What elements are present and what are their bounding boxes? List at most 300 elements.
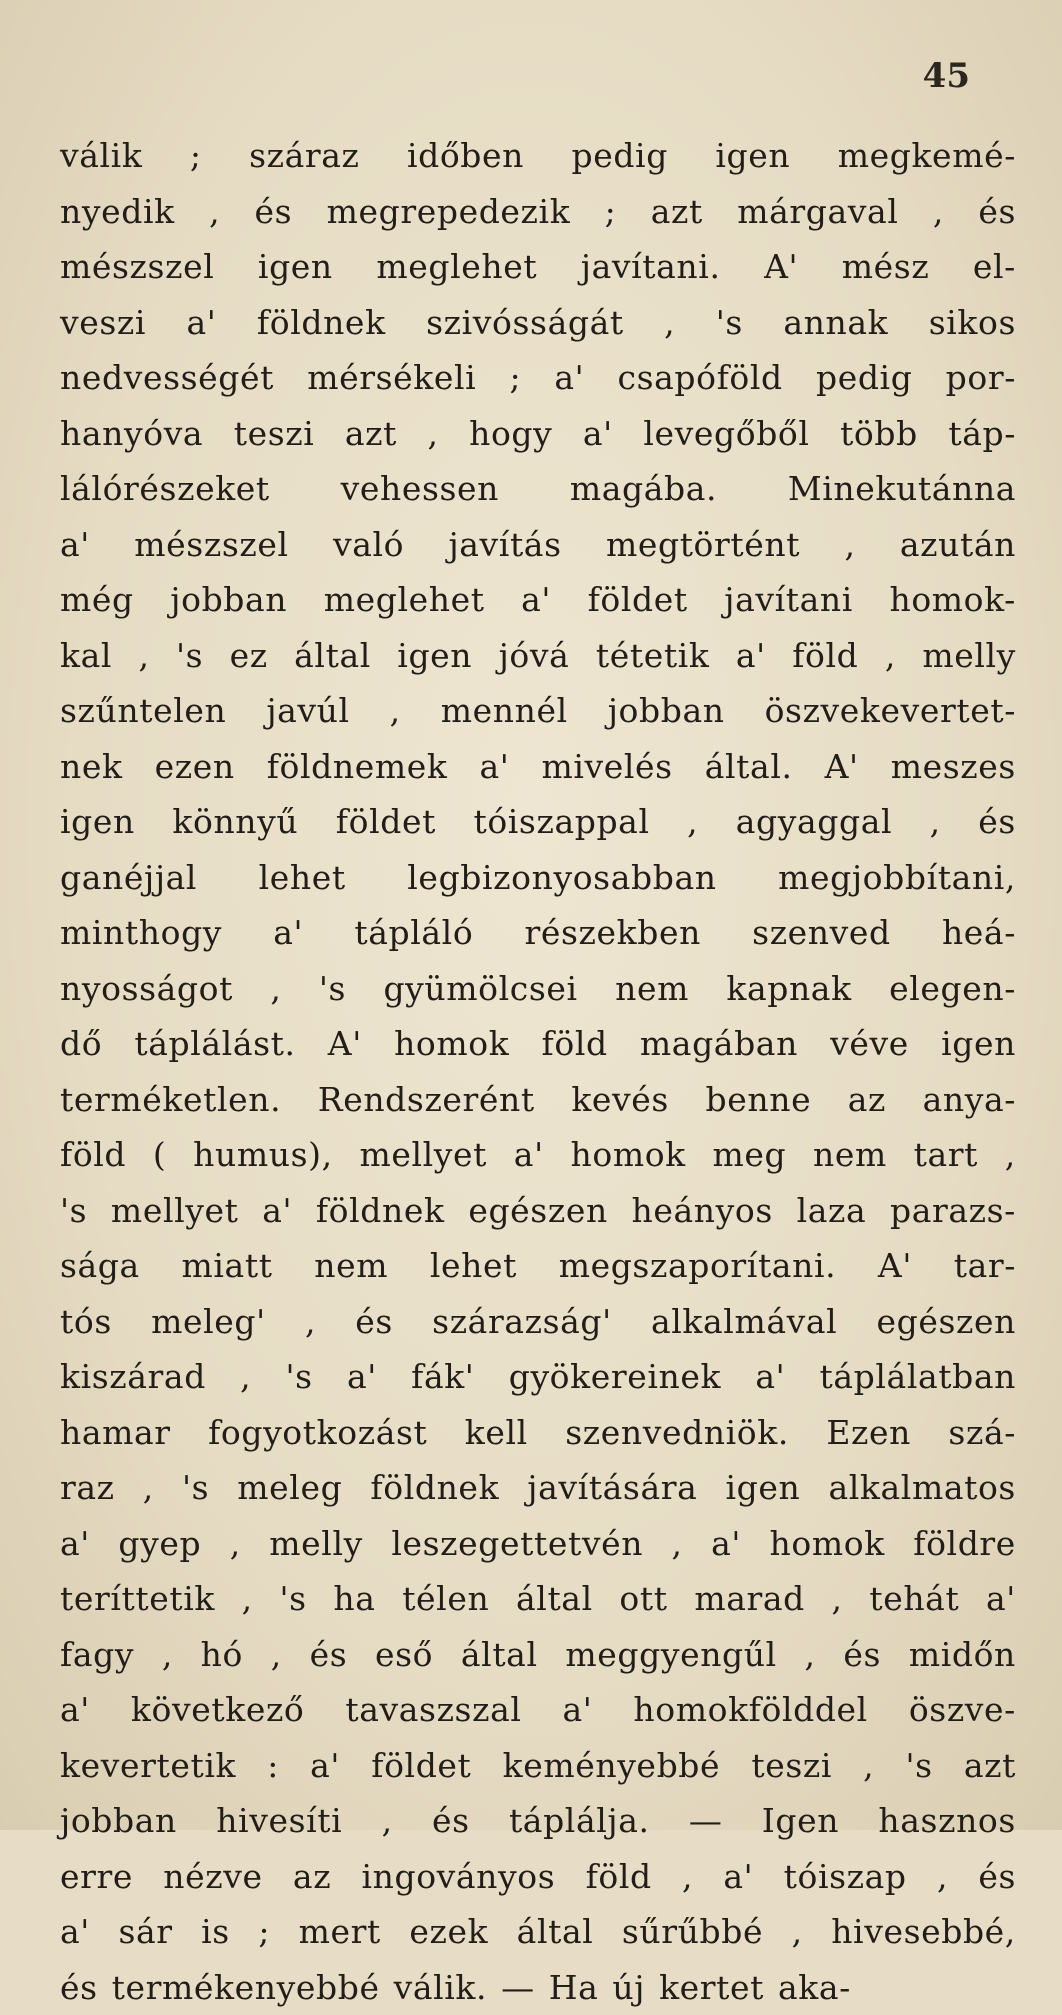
word: kiszárad <box>60 1349 206 1405</box>
word: szá- <box>948 1405 1016 1461</box>
word: és <box>310 1627 348 1683</box>
word: , <box>933 184 944 240</box>
word: és <box>843 1627 881 1683</box>
word: több <box>840 406 918 462</box>
word: por- <box>946 350 1016 406</box>
word: elegen- <box>889 961 1016 1017</box>
word: keményebbé <box>503 1738 721 1794</box>
word: 's <box>279 1571 306 1627</box>
word: hivesíti <box>216 1793 342 1849</box>
word: következő <box>131 1682 304 1738</box>
word: igen <box>60 794 135 850</box>
word: csapóföld <box>618 350 783 406</box>
word: , <box>682 1849 693 1905</box>
text-line <box>60 1516 1016 1572</box>
word: tós <box>60 1294 112 1350</box>
word: parazs- <box>890 1183 1016 1239</box>
word: javúl <box>266 683 349 739</box>
word: nyedik <box>60 184 175 240</box>
word: gyümölcsei <box>383 961 577 1017</box>
word: lehet <box>430 1238 517 1294</box>
word: levegőből <box>643 406 809 462</box>
word: mészszel <box>60 239 214 295</box>
word: , <box>930 794 941 850</box>
word: a' <box>583 406 613 462</box>
word: , <box>390 683 401 739</box>
word: meggyengűl <box>565 1627 776 1683</box>
word: , <box>844 517 855 573</box>
word: magában <box>640 1016 798 1072</box>
text-line <box>60 1127 1016 1183</box>
word: nyosságot <box>60 961 233 1017</box>
word: , <box>937 1849 948 1905</box>
word: tétetik <box>596 628 710 684</box>
word: a' <box>514 1127 544 1183</box>
word: által <box>294 628 371 684</box>
word: miatt <box>182 1238 273 1294</box>
word: a' <box>310 1738 340 1794</box>
word: teszi <box>234 406 315 462</box>
word: ganéjjal <box>60 850 197 906</box>
word: , <box>305 1294 316 1350</box>
word: anya- <box>923 1072 1016 1128</box>
word: a' <box>60 1904 90 1960</box>
word: véve <box>830 1016 909 1072</box>
word: és <box>978 1849 1016 1905</box>
word: tehát <box>869 1571 959 1627</box>
word: javítani <box>724 572 853 628</box>
word: , <box>270 961 281 1017</box>
word: és <box>432 1793 470 1849</box>
word: és <box>60 1960 98 2015</box>
word: hasznos <box>878 1793 1016 1849</box>
text-line <box>60 1294 1016 1350</box>
word: a' <box>562 1682 592 1738</box>
word: igen <box>941 1016 1016 1072</box>
word: nedvességét <box>60 350 274 406</box>
word: nem <box>314 1238 388 1294</box>
word: vehessen <box>341 461 499 517</box>
word: egészen <box>468 1183 608 1239</box>
word: és <box>255 184 293 240</box>
word: jobban <box>608 683 725 739</box>
word: homok <box>770 1516 885 1572</box>
word: Ha <box>549 1960 599 2015</box>
word: a' <box>187 295 217 351</box>
word: hó <box>201 1627 243 1683</box>
word: gyep <box>118 1516 201 1572</box>
word: heá- <box>942 905 1016 961</box>
word: azután <box>900 517 1016 573</box>
word: sikos <box>929 295 1016 351</box>
word: földre <box>913 1516 1016 1572</box>
word: homokfölddel <box>633 1682 867 1738</box>
word: raz <box>60 1460 115 1516</box>
word: lehet <box>259 850 346 906</box>
word: 's <box>60 1183 87 1239</box>
word: és <box>978 794 1016 850</box>
word: A' <box>328 1016 362 1072</box>
word: egészen <box>877 1294 1017 1350</box>
word: , <box>382 1793 393 1849</box>
word: magába. <box>570 461 717 517</box>
word: midőn <box>909 1627 1016 1683</box>
word: fák' <box>411 1349 474 1405</box>
word: leszegettetvén <box>391 1516 643 1572</box>
word: veszi <box>60 295 146 351</box>
page-number: 45 <box>923 56 970 96</box>
word: kapnak <box>726 961 851 1017</box>
word: javítani. <box>581 239 721 295</box>
word: a' <box>736 628 766 684</box>
text-line <box>60 239 1016 295</box>
word: termékenyebbé <box>112 1960 380 2015</box>
word: új <box>612 1960 645 2015</box>
word: száraz <box>249 128 359 184</box>
word: gyökereinek <box>509 1349 721 1405</box>
word: megtörtént <box>606 517 800 573</box>
word: nem <box>615 961 689 1017</box>
word: a' <box>60 1516 90 1572</box>
text-line <box>60 406 1016 462</box>
word: dő <box>60 1016 102 1072</box>
word: és <box>355 1294 393 1350</box>
word: hivesebbé, <box>831 1904 1016 1960</box>
word: , <box>209 184 220 240</box>
word: a' <box>60 1682 90 1738</box>
word: azt <box>651 184 703 240</box>
word: földnek <box>316 1183 445 1239</box>
word: javítás <box>448 517 561 573</box>
word: által <box>517 1904 594 1960</box>
word: — <box>689 1793 723 1849</box>
word: 's <box>182 1460 209 1516</box>
text-line <box>60 905 1016 961</box>
word: a' <box>521 572 551 628</box>
word: ha <box>333 1571 375 1627</box>
word: föld <box>542 1016 608 1072</box>
word: igen <box>397 628 472 684</box>
word: igen <box>715 128 790 184</box>
word: télen <box>402 1571 489 1627</box>
word: föld <box>586 1849 652 1905</box>
word: megszaporítani. <box>559 1238 837 1294</box>
word: a' <box>347 1349 377 1405</box>
text-line <box>60 461 1016 517</box>
word: kertet <box>659 1960 764 2015</box>
word: igen <box>258 239 333 295</box>
word: a' <box>554 350 584 406</box>
word: és <box>978 184 1016 240</box>
word: annak <box>783 295 888 351</box>
text-line <box>60 1793 1016 1849</box>
text-line <box>60 1682 1016 1738</box>
word: azt <box>345 406 397 462</box>
word: mert <box>299 1904 381 1960</box>
word: földnek <box>257 295 386 351</box>
word: nézve <box>163 1849 262 1905</box>
word: válik. <box>394 1960 488 2015</box>
word: mellyet <box>111 1183 239 1239</box>
word: meleg <box>237 1460 342 1516</box>
text-line <box>60 1349 1016 1405</box>
word: , <box>672 1516 683 1572</box>
word: által. <box>705 739 793 795</box>
word: 's <box>905 1738 932 1794</box>
text-line <box>60 1183 1016 1239</box>
word: föld <box>60 1127 126 1183</box>
word: tápláló <box>354 905 473 961</box>
word: szenved <box>752 905 891 961</box>
word: hogy <box>469 406 552 462</box>
text-line <box>60 683 1016 739</box>
word: földet <box>371 1738 471 1794</box>
word: könnyű <box>172 794 298 850</box>
word: , <box>832 1571 843 1627</box>
word: ; <box>605 184 617 240</box>
word: , <box>271 1627 282 1683</box>
word: terméketlen. <box>60 1072 281 1128</box>
word: táplálatban <box>820 1349 1016 1405</box>
word: pedig <box>816 350 912 406</box>
word: kevertetik <box>60 1738 236 1794</box>
word: humus), <box>193 1127 333 1183</box>
word: 's <box>319 961 346 1017</box>
word: laza <box>797 1183 867 1239</box>
word: tar- <box>954 1238 1016 1294</box>
word: A' <box>825 739 859 795</box>
word: homok- <box>889 572 1015 628</box>
word: ; <box>190 128 202 184</box>
text-line <box>60 1627 1016 1683</box>
word: javítására <box>527 1460 697 1516</box>
word: , <box>792 1904 803 1960</box>
word: ezek <box>409 1904 488 1960</box>
word: szenvedniök. <box>565 1405 789 1461</box>
word: meglehet <box>324 572 485 628</box>
word: által <box>461 1627 538 1683</box>
word: homok <box>571 1127 686 1183</box>
word: által <box>516 1571 593 1627</box>
word: ; <box>258 1904 270 1960</box>
text-line <box>60 128 1016 184</box>
word: táp- <box>948 406 1016 462</box>
word: kal <box>60 628 112 684</box>
text-line <box>60 1238 1016 1294</box>
text-line <box>60 628 1016 684</box>
word: , <box>240 1349 251 1405</box>
word: igen <box>726 1460 801 1516</box>
word: sár <box>118 1904 172 1960</box>
word: öszve- <box>909 1682 1016 1738</box>
text-line <box>60 572 1016 628</box>
word: , <box>664 295 675 351</box>
word: jobban <box>60 1793 177 1849</box>
word: melly <box>922 628 1016 684</box>
word: , <box>143 1460 154 1516</box>
word: melly <box>269 1516 363 1572</box>
word: nem <box>813 1127 887 1183</box>
word: ott <box>619 1571 667 1627</box>
text-line <box>60 1016 1016 1072</box>
word: mérsékeli <box>307 350 476 406</box>
word: való <box>333 517 404 573</box>
word: ez <box>230 628 268 684</box>
word: A' <box>764 239 798 295</box>
word: a' <box>723 1849 753 1905</box>
text-line <box>60 1405 1016 1461</box>
text-line <box>60 1960 1016 2015</box>
word: a' <box>262 1183 292 1239</box>
word: válik <box>60 128 142 184</box>
word: föld <box>792 628 858 684</box>
word: 's <box>176 628 203 684</box>
text-line <box>60 1904 1016 1960</box>
word: hanyóva <box>60 406 203 462</box>
word: fagy <box>60 1627 134 1683</box>
word: pedig <box>571 128 667 184</box>
word: tavaszszal <box>345 1682 521 1738</box>
word: teszi <box>751 1738 832 1794</box>
word: az <box>293 1849 331 1905</box>
word: hamar <box>60 1405 171 1461</box>
word: Igen <box>762 1793 839 1849</box>
word: homok <box>394 1016 509 1072</box>
body-text <box>60 128 1016 2015</box>
word: nek <box>60 739 123 795</box>
word: megkemé- <box>838 128 1016 184</box>
word: megrepedezik <box>327 184 571 240</box>
text-line <box>60 794 1016 850</box>
word: a' <box>60 517 90 573</box>
word: még <box>60 572 134 628</box>
word: kell <box>465 1405 528 1461</box>
word: kevés <box>571 1072 669 1128</box>
word: lálórészeket <box>60 461 270 517</box>
word: azt <box>964 1738 1016 1794</box>
word: sága <box>60 1238 140 1294</box>
word: meglehet <box>376 239 537 295</box>
text-line <box>60 350 1016 406</box>
word: minthogy <box>60 905 222 961</box>
word: el- <box>973 239 1016 295</box>
text-line <box>60 1072 1016 1128</box>
text-line <box>60 517 1016 573</box>
word: 's <box>716 295 743 351</box>
word: földnek <box>370 1460 499 1516</box>
word: heányos <box>632 1183 773 1239</box>
word: , <box>138 628 149 684</box>
word: meszes <box>891 739 1016 795</box>
word: sűrűbbé <box>622 1904 763 1960</box>
text-line <box>60 184 1016 240</box>
word: földet <box>588 572 688 628</box>
text-line <box>60 850 1016 906</box>
word: mész <box>842 239 930 295</box>
word: mellyet <box>359 1127 487 1183</box>
word: táplálja. <box>509 1793 650 1849</box>
word: szűntelen <box>60 683 226 739</box>
word: Minekutánna <box>788 461 1016 517</box>
word: , <box>805 1627 816 1683</box>
text-line <box>60 1849 1016 1905</box>
word: mennél <box>441 683 568 739</box>
word: fogyotkozást <box>208 1405 427 1461</box>
word: alkalmatos <box>828 1460 1015 1516</box>
word: teríttetik <box>60 1571 215 1627</box>
text-line <box>60 739 1016 795</box>
word: mészszel <box>134 517 288 573</box>
word: földet <box>336 794 436 850</box>
word: részekben <box>525 905 701 961</box>
word: tóiszappal <box>473 794 649 850</box>
word: eső <box>375 1627 433 1683</box>
word: , <box>863 1738 874 1794</box>
word: a' <box>711 1516 741 1572</box>
word: ezen <box>155 739 235 795</box>
text-line <box>60 1460 1016 1516</box>
word: meg <box>713 1127 787 1183</box>
word: , <box>242 1571 253 1627</box>
word: marad <box>694 1571 805 1627</box>
word: öszvekevertet- <box>765 683 1016 739</box>
word: 's <box>285 1349 312 1405</box>
word: , <box>162 1627 173 1683</box>
word: — <box>501 1960 535 2015</box>
word: szárazság' <box>432 1294 612 1350</box>
word: a' <box>755 1349 785 1405</box>
word: a' <box>986 1571 1016 1627</box>
word: táplálást. <box>134 1016 295 1072</box>
word: szivósságát <box>426 295 624 351</box>
word: , <box>230 1516 241 1572</box>
word: tart <box>914 1127 978 1183</box>
word: a' <box>480 739 510 795</box>
word: megjobbítani, <box>778 850 1016 906</box>
word: A' <box>878 1238 912 1294</box>
word: is <box>201 1904 230 1960</box>
word: ingoványos <box>361 1849 555 1905</box>
word: jóvá <box>499 628 570 684</box>
text-line <box>60 1571 1016 1627</box>
text-line <box>60 1738 1016 1794</box>
word: földnemek <box>267 739 448 795</box>
word: , <box>428 406 439 462</box>
word: márgaval <box>737 184 898 240</box>
word: , <box>885 628 896 684</box>
word: mivelés <box>541 739 672 795</box>
word: Ezen <box>826 1405 911 1461</box>
word: meleg' <box>151 1294 266 1350</box>
word: alkalmával <box>651 1294 837 1350</box>
word: aka- <box>778 1960 851 2015</box>
word: ( <box>153 1127 166 1183</box>
word: , <box>1005 1127 1016 1183</box>
word: az <box>848 1072 886 1128</box>
word: agyaggal <box>736 794 892 850</box>
text-line <box>60 295 1016 351</box>
word: a' <box>273 905 303 961</box>
word: tóiszap <box>784 1849 907 1905</box>
text-line <box>60 961 1016 1017</box>
word: , <box>687 794 698 850</box>
word: időben <box>407 128 524 184</box>
word: legbizonyosabban <box>407 850 716 906</box>
word: erre <box>60 1849 133 1905</box>
word: : <box>267 1738 279 1794</box>
word: benne <box>706 1072 812 1128</box>
word: Rendszerént <box>318 1072 535 1128</box>
